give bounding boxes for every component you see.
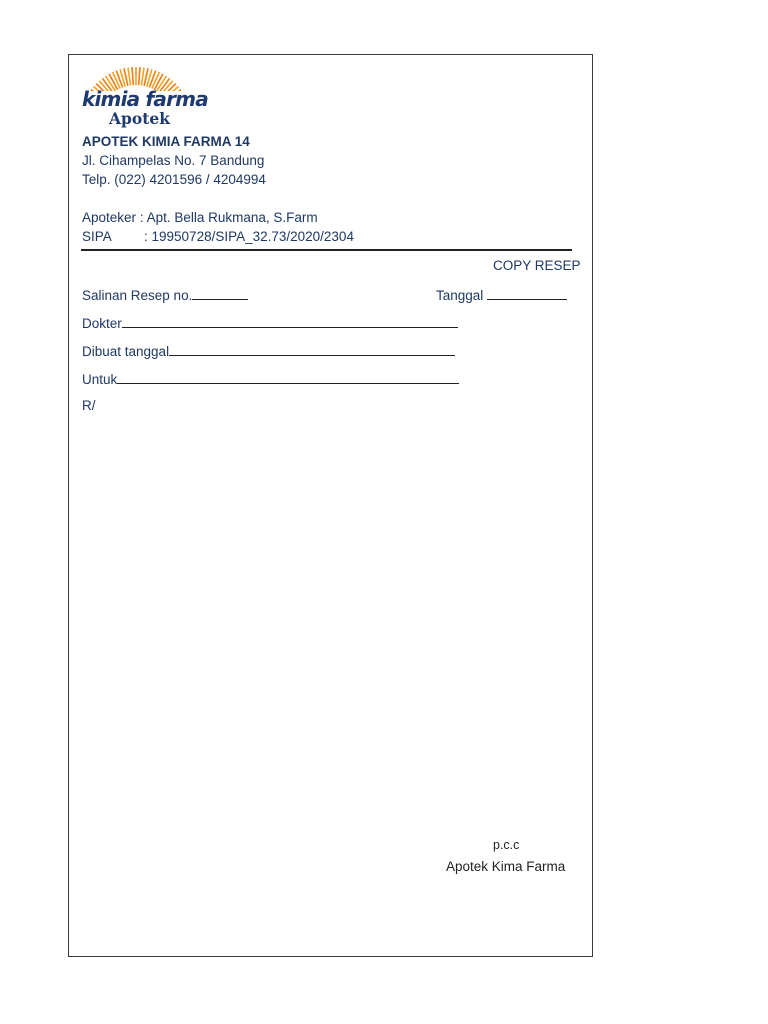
sipa-line: SIPA : 19950728/SIPA_32.73/2020/2304: [82, 229, 354, 244]
sun-ray: [141, 68, 144, 86]
untuk-field: [82, 370, 459, 387]
dibuat-label: Dibuat tanggal: [82, 344, 170, 359]
logo-sub-text: Apotek: [109, 109, 170, 128]
apoteker-value: Apt. Bella Rukmana, S.Farm: [146, 210, 318, 225]
apoteker-line: Apoteker : Apt. Bella Rukmana, S.Farm: [82, 210, 318, 225]
pharmacy-address: Jl. Cihampelas No. 7 Bandung: [82, 153, 265, 168]
logo-brand-text: kimia farma: [82, 87, 208, 111]
untuk-label: Untuk: [82, 372, 118, 387]
salinan-label: Salinan Resep no.: [82, 288, 193, 303]
apoteker-label: Apoteker: [82, 210, 137, 225]
doc-type-label: COPY RESEP: [493, 258, 581, 273]
sun-ray: [132, 67, 133, 85]
tanggal-field: [436, 286, 567, 303]
header-divider: [81, 249, 572, 251]
prescription-copy-sheet: [68, 54, 593, 957]
dokter-field: [82, 314, 458, 331]
kimia-farma-logo: [81, 61, 221, 127]
rx-symbol: R/: [82, 398, 96, 413]
signatory-label: Apotek Kima Farma: [446, 859, 566, 874]
sipa-label: SIPA: [82, 229, 112, 244]
tanggal-blank: [487, 286, 567, 300]
sun-ray: [128, 68, 131, 86]
dibuat-blank: [169, 342, 455, 356]
salinan-field: [82, 286, 248, 303]
dokter-label: Dokter: [82, 316, 122, 331]
pcc-label: p.c.c: [493, 838, 520, 852]
pharmacy-phone: Telp. (022) 4201596 / 4204994: [82, 172, 266, 187]
pharmacy-name: APOTEK KIMIA FARMA 14: [82, 134, 250, 149]
tanggal-label: Tanggal: [436, 288, 484, 303]
salinan-blank: [192, 286, 248, 300]
dibuat-field: [82, 342, 455, 359]
sun-ray: [139, 67, 140, 85]
dokter-blank: [122, 314, 458, 328]
untuk-blank: [117, 370, 459, 384]
sipa-value: 19950728/SIPA_32.73/2020/2304: [151, 229, 354, 244]
